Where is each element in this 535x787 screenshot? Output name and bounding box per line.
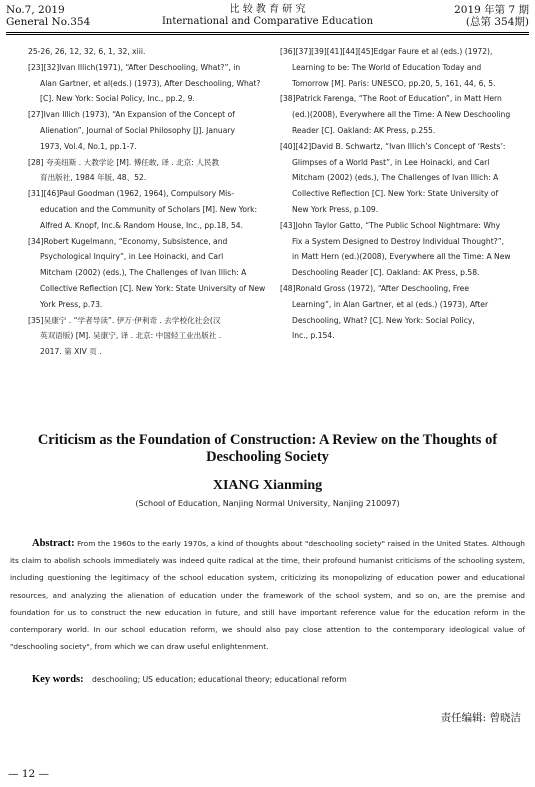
serial-cn: (总第 354期) [465, 16, 529, 28]
reference-line: York Press, p.73. [40, 299, 103, 309]
reference-line: Alfred A. Knopf, Inc.& Random House, Inc., pp.18, 54. [40, 220, 244, 230]
abstract [10, 535, 525, 655]
header-rule-thin [6, 34, 529, 35]
reference-entry [28, 313, 278, 360]
keywords-text: deschooling; US education; educational theory; educational reform [92, 675, 347, 684]
reference-line: Mitcham (2002) (eds.), The Challenges of Ivan Illich: A [40, 268, 247, 278]
reference-line: Learning”, in Alan Gartner, et al (eds.) (1973), After [292, 299, 489, 309]
running-header [6, 4, 529, 34]
reference-entry [28, 44, 278, 60]
reference-line: [40][42]David B. Schwartz, “Ivan Illich’s Concept of ‘Rests’: [280, 141, 506, 151]
abstract-text: From the 1960s to the early 1970s, a kind of thoughts about "deschooling society" raised in the United States. Although its claim to abolish schools immediately was indeed quite radical at the time, their profound humanist criticisms of the schooling system, including questioning the legitimacy of the school education system, criticizing its monopolizing of education power and educational resources, and analyzing the alienation of education under the framework of the school system, and so on, are the premise and foundation for us to construct the new education in future, and still have important reference value for the education reform in the contemporary world. In our school education reform, we should also pay close attention to the contemporary ideological value of "deschooling society", from which we can draw useful enlightenment. [10, 539, 525, 652]
reference-line: Deschooling Reader [C]. Oakland: AK Press, p.58. [292, 268, 480, 278]
reference-line: 25-26, 26, 12, 32, 6, 1, 32, xiii. [28, 47, 146, 56]
page-number: — 12 — [8, 768, 50, 780]
reference-line: [36][37][39][41][44][45]Edgar Faure et al (eds.) (1972), [280, 47, 493, 56]
keywords-label: Key words: [32, 674, 84, 685]
reference-line: (ed.)(2008), Everywhere all the Time: A New Deschooling [292, 110, 511, 120]
reference-line: Glimpses of a World Past”, in Lee Hoinacki, and Carl [292, 157, 490, 167]
reference-line: [28] 夸美纽斯 . 大教学论 [M]. 傅任敢, 译 . 北京: 人民教 [28, 157, 220, 167]
reference-entry [280, 139, 526, 218]
reference-line: 2017. 第 XIV 页 . [40, 347, 102, 357]
header-center [6, 4, 529, 28]
reference-line: [31][46]Paul Goodman (1962, 1964), Compulsory Mis- [28, 189, 234, 199]
reference-line: Alienation”, Journal of Social Philosophy [J]. January [40, 125, 235, 135]
reference-line: Collective Reflection [C]. New York: State University of New [40, 283, 266, 293]
reference-entry [28, 60, 278, 107]
journal-en: International and Comparative Education [161, 16, 374, 27]
reference-entry [28, 234, 278, 313]
reference-line: Psychological Inquiry”, in Lee Hoinacki, and Carl [40, 252, 224, 262]
reference-line: New York Press, p.109. [292, 204, 379, 214]
reference-line: Reader [C]. Oakland: AK Press, p.255. [292, 125, 436, 135]
reference-line: Collective Reflection [C]. New York: State University of [292, 189, 499, 199]
reference-line: Learning to be: The World of Education Today and [292, 62, 482, 72]
reference-line: [43]John Taylor Gatto, “The Public School Nightmare: Why [280, 220, 501, 230]
author-affiliation: (School of Education, Nanjing Normal University, Nanjing 210097) [135, 499, 400, 508]
reference-entry [28, 155, 278, 187]
references-left-column [28, 44, 278, 360]
responsible-editor: 责任编辑: 曾晓洁 [440, 712, 521, 724]
reference-line: [48]Ronald Gross (1972), “After Deschooling, Free [280, 283, 470, 293]
reference-line: [38]Patrick Farenga, “The Root of Education”, in Matt Hern [280, 94, 502, 104]
reference-line: [34]Robert Kugelmann, “Economy, Subsistence, and [28, 236, 228, 246]
reference-line: [C]. New York: Social Policy, Inc., pp.2, 9. [40, 94, 195, 104]
reference-line: Inc., p.154. [292, 331, 335, 341]
reference-line: [23][32]Ivan Illich(1971), “After Deschooling, What?”, in [28, 62, 241, 72]
reference-entry [280, 281, 526, 344]
reference-line: 1973, Vol.4, No.1, pp.1-7. [40, 141, 137, 151]
reference-line: Alan Gartner, et al(eds.) (1973), After Deschooling, What? [40, 78, 261, 88]
reference-line: [27]Ivan Illich (1973), “An Expansion of the Concept of [28, 110, 235, 120]
reference-line: Tomorrow [M]. Paris: UNESCO, pp.20, 5, 161, 44, 6, 5. [292, 78, 496, 88]
reference-line: Deschooling, What? [C]. New York: Social Policy, [292, 315, 475, 325]
header-rule [6, 32, 529, 33]
issue-en: No.7, 2019 [6, 4, 65, 16]
reference-line: in Matt Hern (ed.)(2008), Everywhere all the Time: A New [292, 252, 511, 262]
reference-line: Mitcham (2002) (eds.), The Challenges of Ivan Illich: A [292, 173, 499, 183]
reference-entry [280, 218, 526, 281]
reference-entry [28, 186, 278, 233]
abstract-label: Abstract: [32, 538, 75, 549]
keywords [32, 674, 347, 685]
reference-entry [28, 107, 278, 154]
reference-line: 育出版社, 1984 年版, 48、52. [40, 173, 147, 183]
serial-en: General No.354 [6, 16, 91, 28]
references-right-column [280, 44, 526, 344]
article-author: XIANG Xianming [212, 478, 323, 493]
issue-cn: 2019 年第 7 期 [454, 4, 529, 16]
reference-entry [280, 91, 526, 138]
reference-entry [280, 44, 526, 91]
reference-line: education and the Community of Scholars [M]. New York: [40, 204, 258, 214]
reference-line: [35]吴康宁 . “学者导读”. 伊万·伊利奇 . 去学校化社会(汉 [28, 315, 221, 325]
reference-line: 英双语版) [M]. 吴康宁, 译 . 北京: 中国轻工业出版社 . [40, 331, 222, 341]
reference-line: Fix a System Designed to Destroy Individual Thought?”, [292, 236, 505, 246]
header-right [454, 4, 529, 28]
article-title: Criticism as the Foundation of Construction: A Review on the Thoughts of Deschooling Society [37, 432, 498, 465]
journal-cn: 比 较 教 育 研 究 [229, 4, 306, 15]
